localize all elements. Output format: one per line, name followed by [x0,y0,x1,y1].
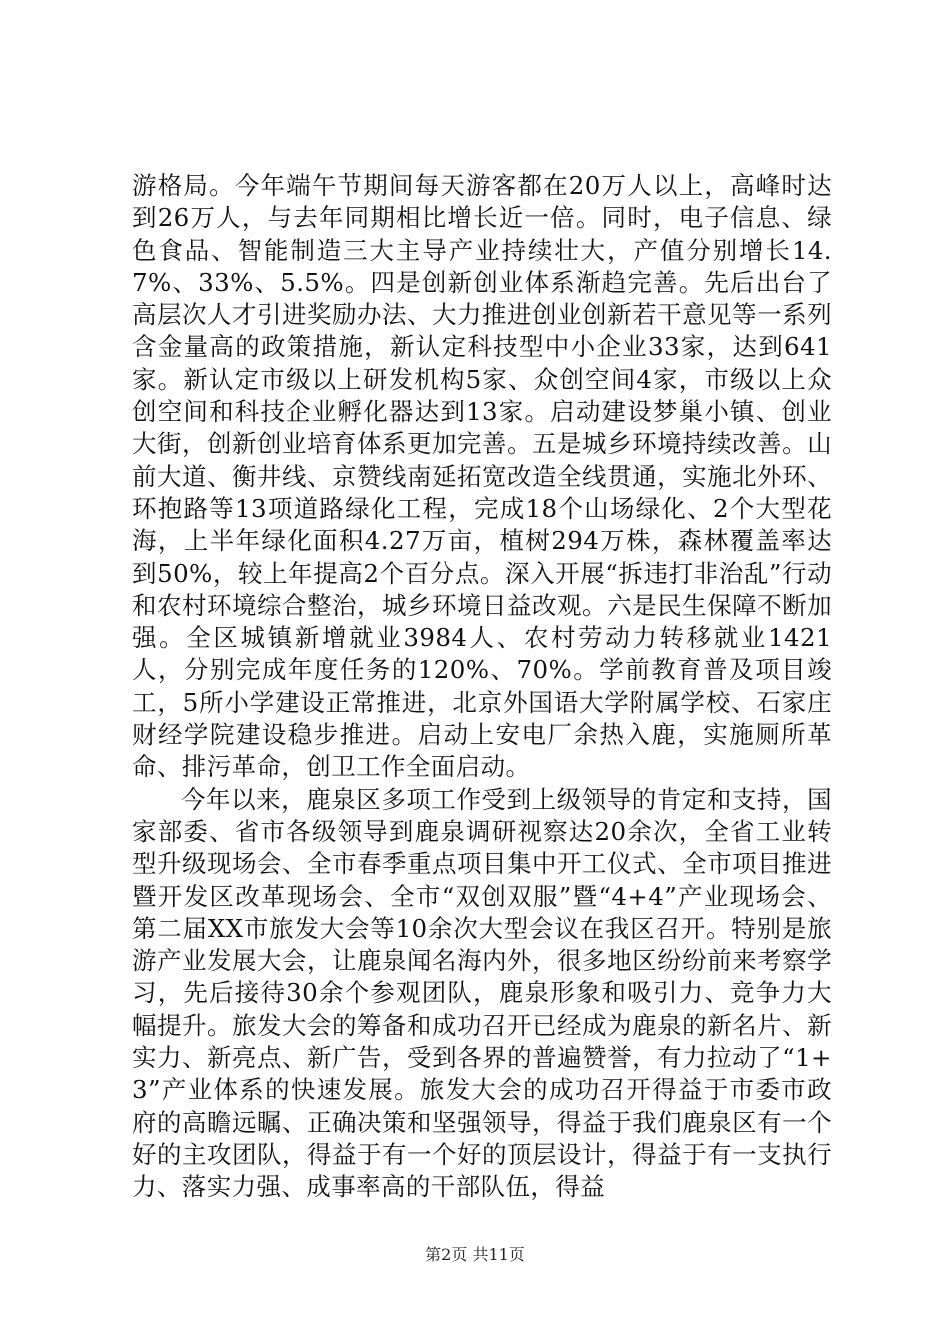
page-number-footer: 第2页 共11页 [425,1245,525,1264]
body-text [132,170,832,1204]
paragraph-2: 今年以来，鹿泉区多项工作受到上级领导的肯定和支持，国家部委、省市各级领导到鹿泉调研视察达20余次，全省工业转型升级现场会、全市春季重点项目集中开工仪式、全市项目推进暨开发区改革现场会、全市“双创双服”暨“4+4”产业现场会、第二届XX市旅发大会等10余次大型会议在我区召开。特别是旅游产业发展大会，让鹿泉闻名海内外，很多地区纷纷前来考察学习，先后接待30余个参观团队，鹿泉形象和吸引力、竞争力大幅提升。旅发大会的筹备和成功召开已经成为鹿泉的新名片、新实力、新亮点、新广告，受到各界的普遍赞誉，有力拉动了“1+3”产业体系的快速发展。旅发大会的成功召开得益于市委市政府的高瞻远瞩、正确决策和坚强领导，得益于我们鹿泉区有一个好的主攻团队，得益于有一个好的顶层设计，得益于有一支执行力、落实力强、成事率高的干部队伍，得益 [132,784,832,1202]
paragraph-1: 游格局。今年端午节期间每天游客都在20万人以上，高峰时达到26万人，与去年同期相比增长近一倍。同时，电子信息、绿色食品、智能制造三大主导产业持续壮大，产值分别增长14.7%、33%、5.5%。四是创新创业体系渐趋完善。先后出台了高层次人才引进奖励办法、大力推进创业创新若干意见等一系列含金量高的政策措施，新认定科技型中小企业33家，达到641家。新认定市级以上研发机构5家、众创空间4家，市级以上众创空间和科技企业孵化器达到13家。启动建设梦巢小镇、创业大街，创新创业培育体系更加完善。五是城乡环境持续改善。山前大道、衡井线、京赞线南延拓宽改造全线贯通，实施北外环、环抱路等13项道路绿化工程，完成18个山场绿化、2个大型花海，上半年绿化面积4.27万亩，植树294万株，森林覆盖率达到50%，较上年提高2个百分点。深入开展“拆违打非治乱”行动和农村环境综合整治，城乡环境日益改观。六是民生保障不断加强。全区城镇新增就业3984人、农村劳动力转移就业1421人，分别完成年度任务的120%、70%。学前教育普及项目竣工，5所小学建设正常推进，北京外国语大学附属学校、石家庄财经学院建设稳步推进。启动上安电厂余热入鹿，实施厕所革命、排污革命，创卫工作全面启动。 [132,171,832,782]
